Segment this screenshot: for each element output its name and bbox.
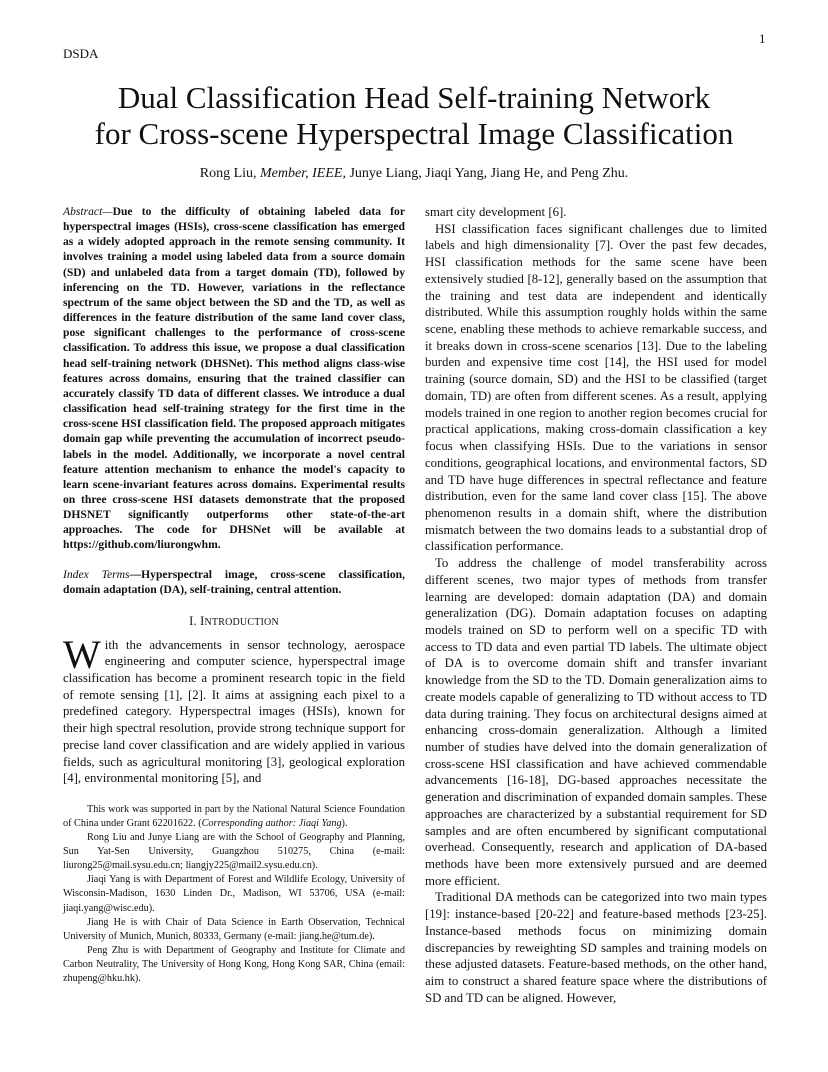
footnote-funding-tail: ). <box>341 818 348 830</box>
introduction-paragraph <box>63 631 405 787</box>
authors-first: Rong Liu, <box>199 166 261 181</box>
index-terms-text: —Hyperspectral image, cross-scene classification, domain adaptation (DA), self-training, central attention. <box>63 567 405 596</box>
footnote-affiliation-2: Jiaqi Yang is with Department of Forest and Wildlife Ecology, University of Wisconsin-Madison, 1630 Linden Dr., Madison, WI 53706, USA (e-mail: jiaqi.yang@wisc.edu). <box>63 874 405 914</box>
running-head: DSDA <box>63 46 99 61</box>
footnote-funding <box>63 803 405 831</box>
page-number: 1 <box>759 31 766 46</box>
paper-title <box>40 80 788 152</box>
right-paragraph-4: Traditional DA methods can be categorized into two main types [19]: instance-based [20-22] and feature-based methods [23-25]. Instance-based methods focus on minimizing domain discrepancies by reweighting SD samples and training models on these adjusted datasets. Feature-based methods, on the other hand, aim to construct a shared feature space where the distributions of SD and TD can be aligned. However, <box>425 890 767 1005</box>
footnote-funding-text: This work was supported in part by the National Natural Science Foundation of China under Grant 62201622. ( <box>63 803 405 830</box>
footnote-affiliation-1: Rong Liu and Junye Liang are with the School of Geography and Planning, Sun Yat-Sen University, Guangzhou 510275, China (e-mail: liurong25@mail.sysu.edu.cn; liangjy225@mail2.sysu.edu.cn). <box>63 832 405 872</box>
abstract <box>63 204 405 553</box>
index-terms <box>63 567 405 597</box>
right-paragraph-1: smart city development [6]. <box>425 205 567 219</box>
right-paragraph-2: HSI classification faces significant challenges due to limited labels and high dimensionality [7]. Over the past few decades, HSI classification methods for the same scene have been extensively studied [8-12], generally based on the assumption that the training and test data are independent and identically distributed. While this assumption roughly holds within the same scene, enabling these methods to achieve remarkable success, and it breaks down in cross-scene scenarios [13]. Due to the labeling burden and expensive time cost [14], the HSI used for model training (source domain, SD) and the HSI to be classified (target domain, TD) are often from different scenes. As a result, applying models trained in one region to another region becomes crucial for practical applications, making cross-domain classification a key focus when classifying HSIs. Due to the variations in sensor conditions, geographical locations, and environmental factors, SD and TD have huge differences in spectral reflectance and feature distribution, even for the same land cover class [15]. The above phenomenon results in a domain shift, where the distribution mismatch between the two domains leads to a substantial drop of classification performance. <box>425 221 767 554</box>
abstract-text: Due to the difficulty of obtaining labeled data for hyperspectral images (HSIs), cross-scene classification has emerged as a widely adopted approach in the remote sensing community. It involves training a model using labeled data from a source domain (SD) and unlabeled data from a target domain (TD), followed by inferencing on the TD. However, variations in the reflectance spectrum of the same object between the SD and the TD, as well as differences in the feature distribution of the same land cover class, pose significant challenges to the performance of cross-scene classification. To address this issue, we propose a dual classification head self-training network (DHSNet). This method aligns class-wise features across domains, ensuring that the trained classifier can accurately classify TD data of different classes. We introduce a dual classification head self-training strategy for the first time in the cross-scene HSI classification field. The proposed approach mitigates domain gap while preventing the accumulation of incorrect pseudo-labels in the model. Additionally, we incorporate a novel central feature attention mechanism to enhance the model's capacity to learn scene-invariant features across domains. Experimental results on three cross-scene HSI datasets demonstrate that the proposed DHSNET significantly outperforms other state-of-the-art approaches. The code for DHSNet will be available at https://github.com/liurongwhm. <box>63 205 405 552</box>
drop-cap: W <box>63 631 101 677</box>
title-line-2: for Cross-scene Hyperspectral Image Classification <box>94 116 734 151</box>
footnote-affiliation-3: Jiang He is with Chair of Data Science in Earth Observation, Technical University of Munich, Munich, 80333, Germany (e-mail: jiang.he@tum.de). <box>63 916 405 942</box>
authors-member-note: Member, IEEE <box>260 166 343 181</box>
footnotes <box>63 803 405 986</box>
section-number: I. I <box>189 613 205 628</box>
index-terms-lead: Index Terms <box>63 567 130 581</box>
author-list <box>40 166 788 182</box>
abstract-lead: Abstract— <box>63 205 113 218</box>
section-title: NTRODUCTION <box>204 616 279 628</box>
right-column <box>425 204 767 1007</box>
section-heading-introduction <box>63 614 405 629</box>
right-paragraph-3: To address the challenge of model transferability across different scenes, two major types of methods from transfer learning are developed: domain adaptation (DA) and domain generalization (DG). Domain adaptation focuses on adapting models trained on SD to perform well on a specific TD with access to TD data and even partial TD labels. The ultimate object of DA is to overcome domain shift and transfer invariant knowledge from the SD to the TD. Domain generalization aims to create models capable of generalizing to TD without access to TD data during training. They focus on architectural designs aimed at enhancing cross-domain generalization. Although a limited number of studies have delved into the domain generalization of cross-scene HSI classification and have achieved commendable advancements [16-18], DG-based approaches necessitate the generation and discrimination of expanded domain samples. These approaches are characterized by a substantial requirement for SD samples and are often encumbered by significant computational overhead. Consequently, research and application of DA-based methods have been more extensively pursued and are deemed more efficient. <box>425 556 767 888</box>
introduction-text: ith the advancements in sensor technology, aerospace engineering and computer science, hyperspectral image classification has become a prominent research topic in the field of remote sensing [1], [2]. It aims at assigning each pixel to a predefined category. Hyperspectral images (HSIs), known for their high spectral resolution, provide strong technique support for precise land cover classification and are widely applied in various fields, such as agricultural monitoring [3], geological exploration [4], environmental monitoring [5], and <box>63 637 405 786</box>
footnote-corresponding: Corresponding author: Jiaqi Yang <box>201 818 342 830</box>
authors-rest: , Junye Liang, Jiaqi Yang, Jiang He, and Peng Zhu. <box>342 166 629 181</box>
footnote-affiliation-4: Peng Zhu is with Department of Geography and Institute for Climate and Carbon Neutrality, The University of Hong Kong, Hong Kong SAR, China (email: zhupeng@hku.hk). <box>63 944 405 985</box>
left-column <box>63 204 405 986</box>
title-line-1: Dual Classification Head Self-training Network <box>117 80 711 115</box>
